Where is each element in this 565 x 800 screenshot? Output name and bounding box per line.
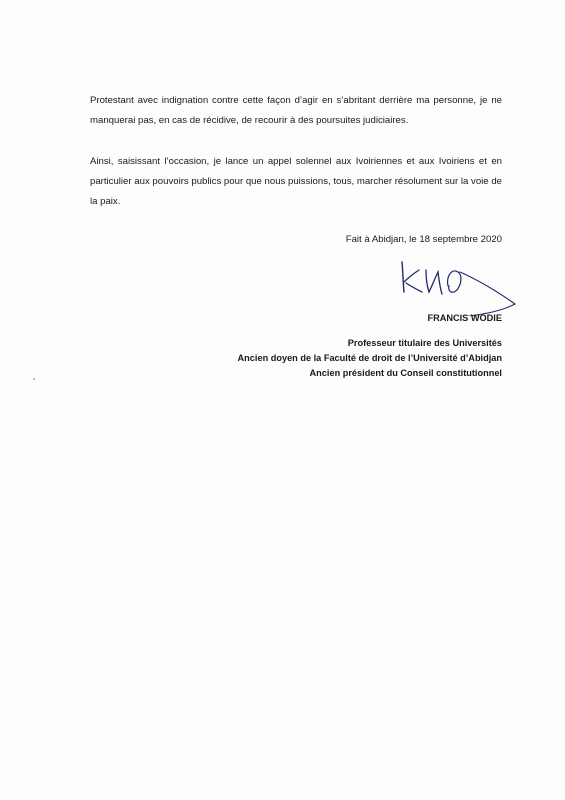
signer-titles — [238, 336, 502, 381]
title-professor: Professeur titulaire des Universités — [347, 338, 502, 348]
handwritten-signature — [388, 256, 518, 316]
paragraph-protest: Protestant avec indignation contre cette façon d’agir en s’abritant derrière ma personne, je ne manquerai pas, en cas de récidive, de recourir à des poursuites judiciaires. — [90, 95, 502, 126]
scan-speck — [33, 378, 35, 380]
signer-name: FRANCIS WODIE — [427, 313, 502, 323]
place-and-date: Fait à Abidjan, le 18 septembre 2020 — [345, 234, 502, 245]
paragraph-appeal: Ainsi, saisissant l’occasion, je lance un appel solennel aux Ivoiriennes et aux Ivoiriens et en particulier aux pouvoirs publics pour que nous puissions, tous, marcher résolument sur la voie de la paix. — [90, 156, 502, 207]
title-former-president: Ancien président du Conseil constitutionnel — [309, 368, 502, 378]
title-former-dean: Ancien doyen de la Faculté de droit de l’Université d’Abidjan — [237, 353, 502, 363]
